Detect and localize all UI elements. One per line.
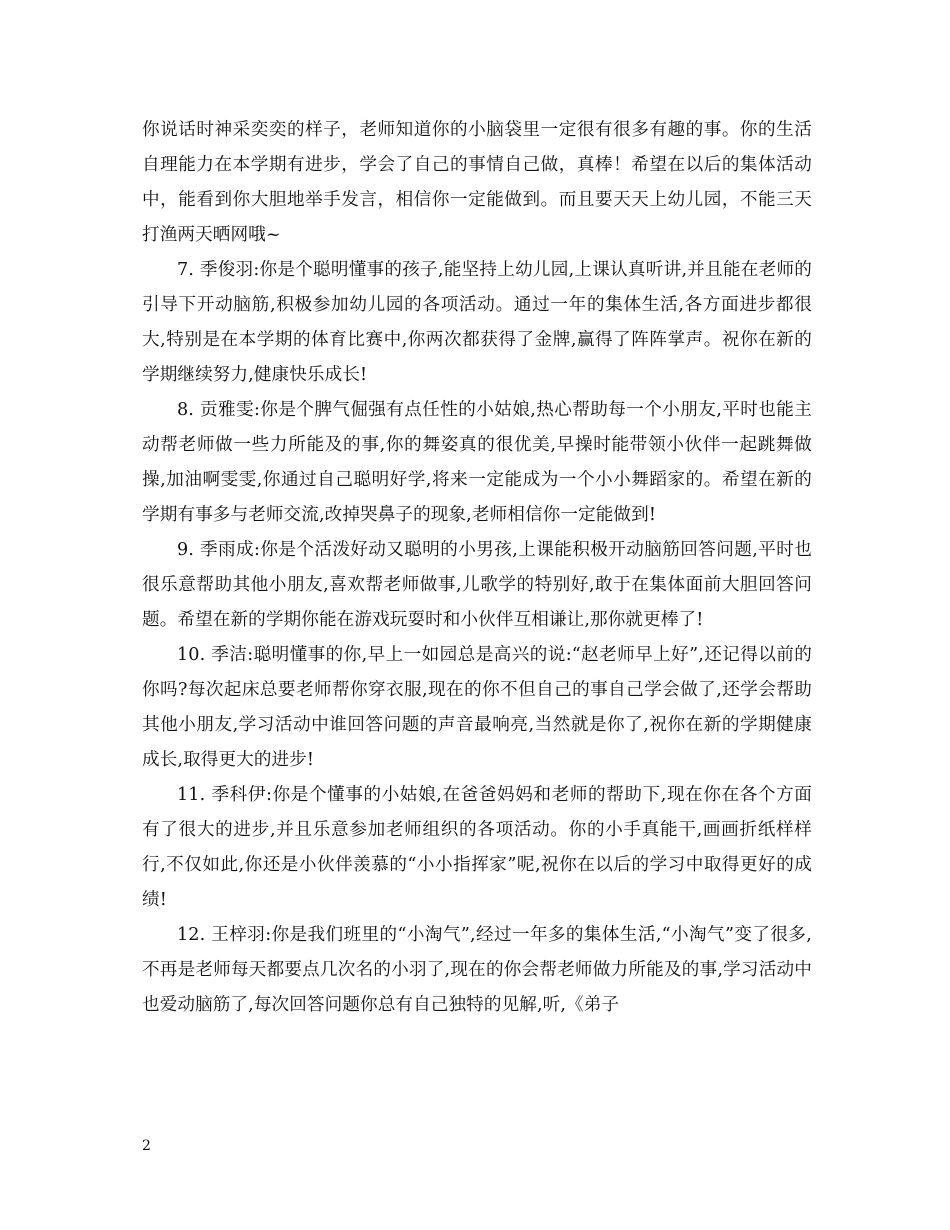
paragraph-item-11: 11. 季科伊:你是个懂事的小姑娘,在爸爸妈妈和老师的帮助下,现在你在各个方面有了很大的进步,并且乐意参加老师组织的各项活动。你的小手真能干,画画折纸样样行,不仅如此,你还是小伙伴羡慕的“小小指挥家”呢,祝你在以后的学习中取得更好的成绩! xyxy=(142,785,812,910)
paragraph-continuation: 你说话时神采奕奕的样子，老师知道你的小脑袋里一定很有很多有趣的事。你的生活自理能力在本学期有进步，学会了自己的事情自己做，真棒！希望在以后的集体活动中，能看到你大胆地举手发言，相信你一定能做到。而且要天天上幼儿园，不能三天打渔两天晒网哦~ xyxy=(142,120,812,245)
paragraph-item-9: 9. 季雨成:你是个活泼好动又聪明的小男孩,上课能积极开动脑筋回答问题,平时也很乐意帮助其他小朋友,喜欢帮老师做事,儿歌学的特别好,敢于在集体面前大胆回答问题。希望在新的学期你能在游戏玩耍时和小伙伴互相谦让,那你就更棒了! xyxy=(142,540,812,630)
paragraph-item-10: 10. 季洁:聪明懂事的你,早上一如园总是高兴的说:“赵老师早上好”,还记得以前的你吗?每次起床总要老师帮你穿衣服,现在的你不但自己的事自己学会做了,还学会帮助其他小朋友,学习活动中谁回答问题的声音最响亮,当然就是你了,祝你在新的学期健康成长,取得更大的进步! xyxy=(142,645,812,770)
paragraph-item-12: 12. 王梓羽:你是我们班里的“小淘气”,经过一年多的集体生活,“小淘气”变了很多,不再是老师每天都要点几次名的小羽了,现在的你会帮老师做力所能及的事,学习活动中也爱动脑筋了,每次回答问题你总有自己独特的见解,听,《弟子 xyxy=(142,925,812,1015)
document-body xyxy=(142,113,812,1023)
paragraph-item-7: 7. 季俊羽:你是个聪明懂事的孩子,能坚持上幼儿园,上课认真听讲,并且能在老师的引导下开动脑筋,积极参加幼儿园的各项活动。通过一年的集体生活,各方面进步都很大,特别是在本学期的体育比赛中,你两次都获得了金牌,赢得了阵阵掌声。祝你在新的学期继续努力,健康快乐成长! xyxy=(142,260,812,385)
paragraph-item-8: 8. 贡雅雯:你是个脾气倔强有点任性的小姑娘,热心帮助每一个小朋友,平时也能主动帮老师做一些力所能及的事,你的舞姿真的很优美,早操时能带领小伙伴一起跳舞做操,加油啊雯雯,你通过自己聪明好学,将来一定能成为一个小小舞蹈家的。希望在新的学期有事多与老师交流,改掉哭鼻子的现象,老师相信你一定能做到! xyxy=(142,400,812,525)
page-number: 2 xyxy=(142,1138,151,1154)
